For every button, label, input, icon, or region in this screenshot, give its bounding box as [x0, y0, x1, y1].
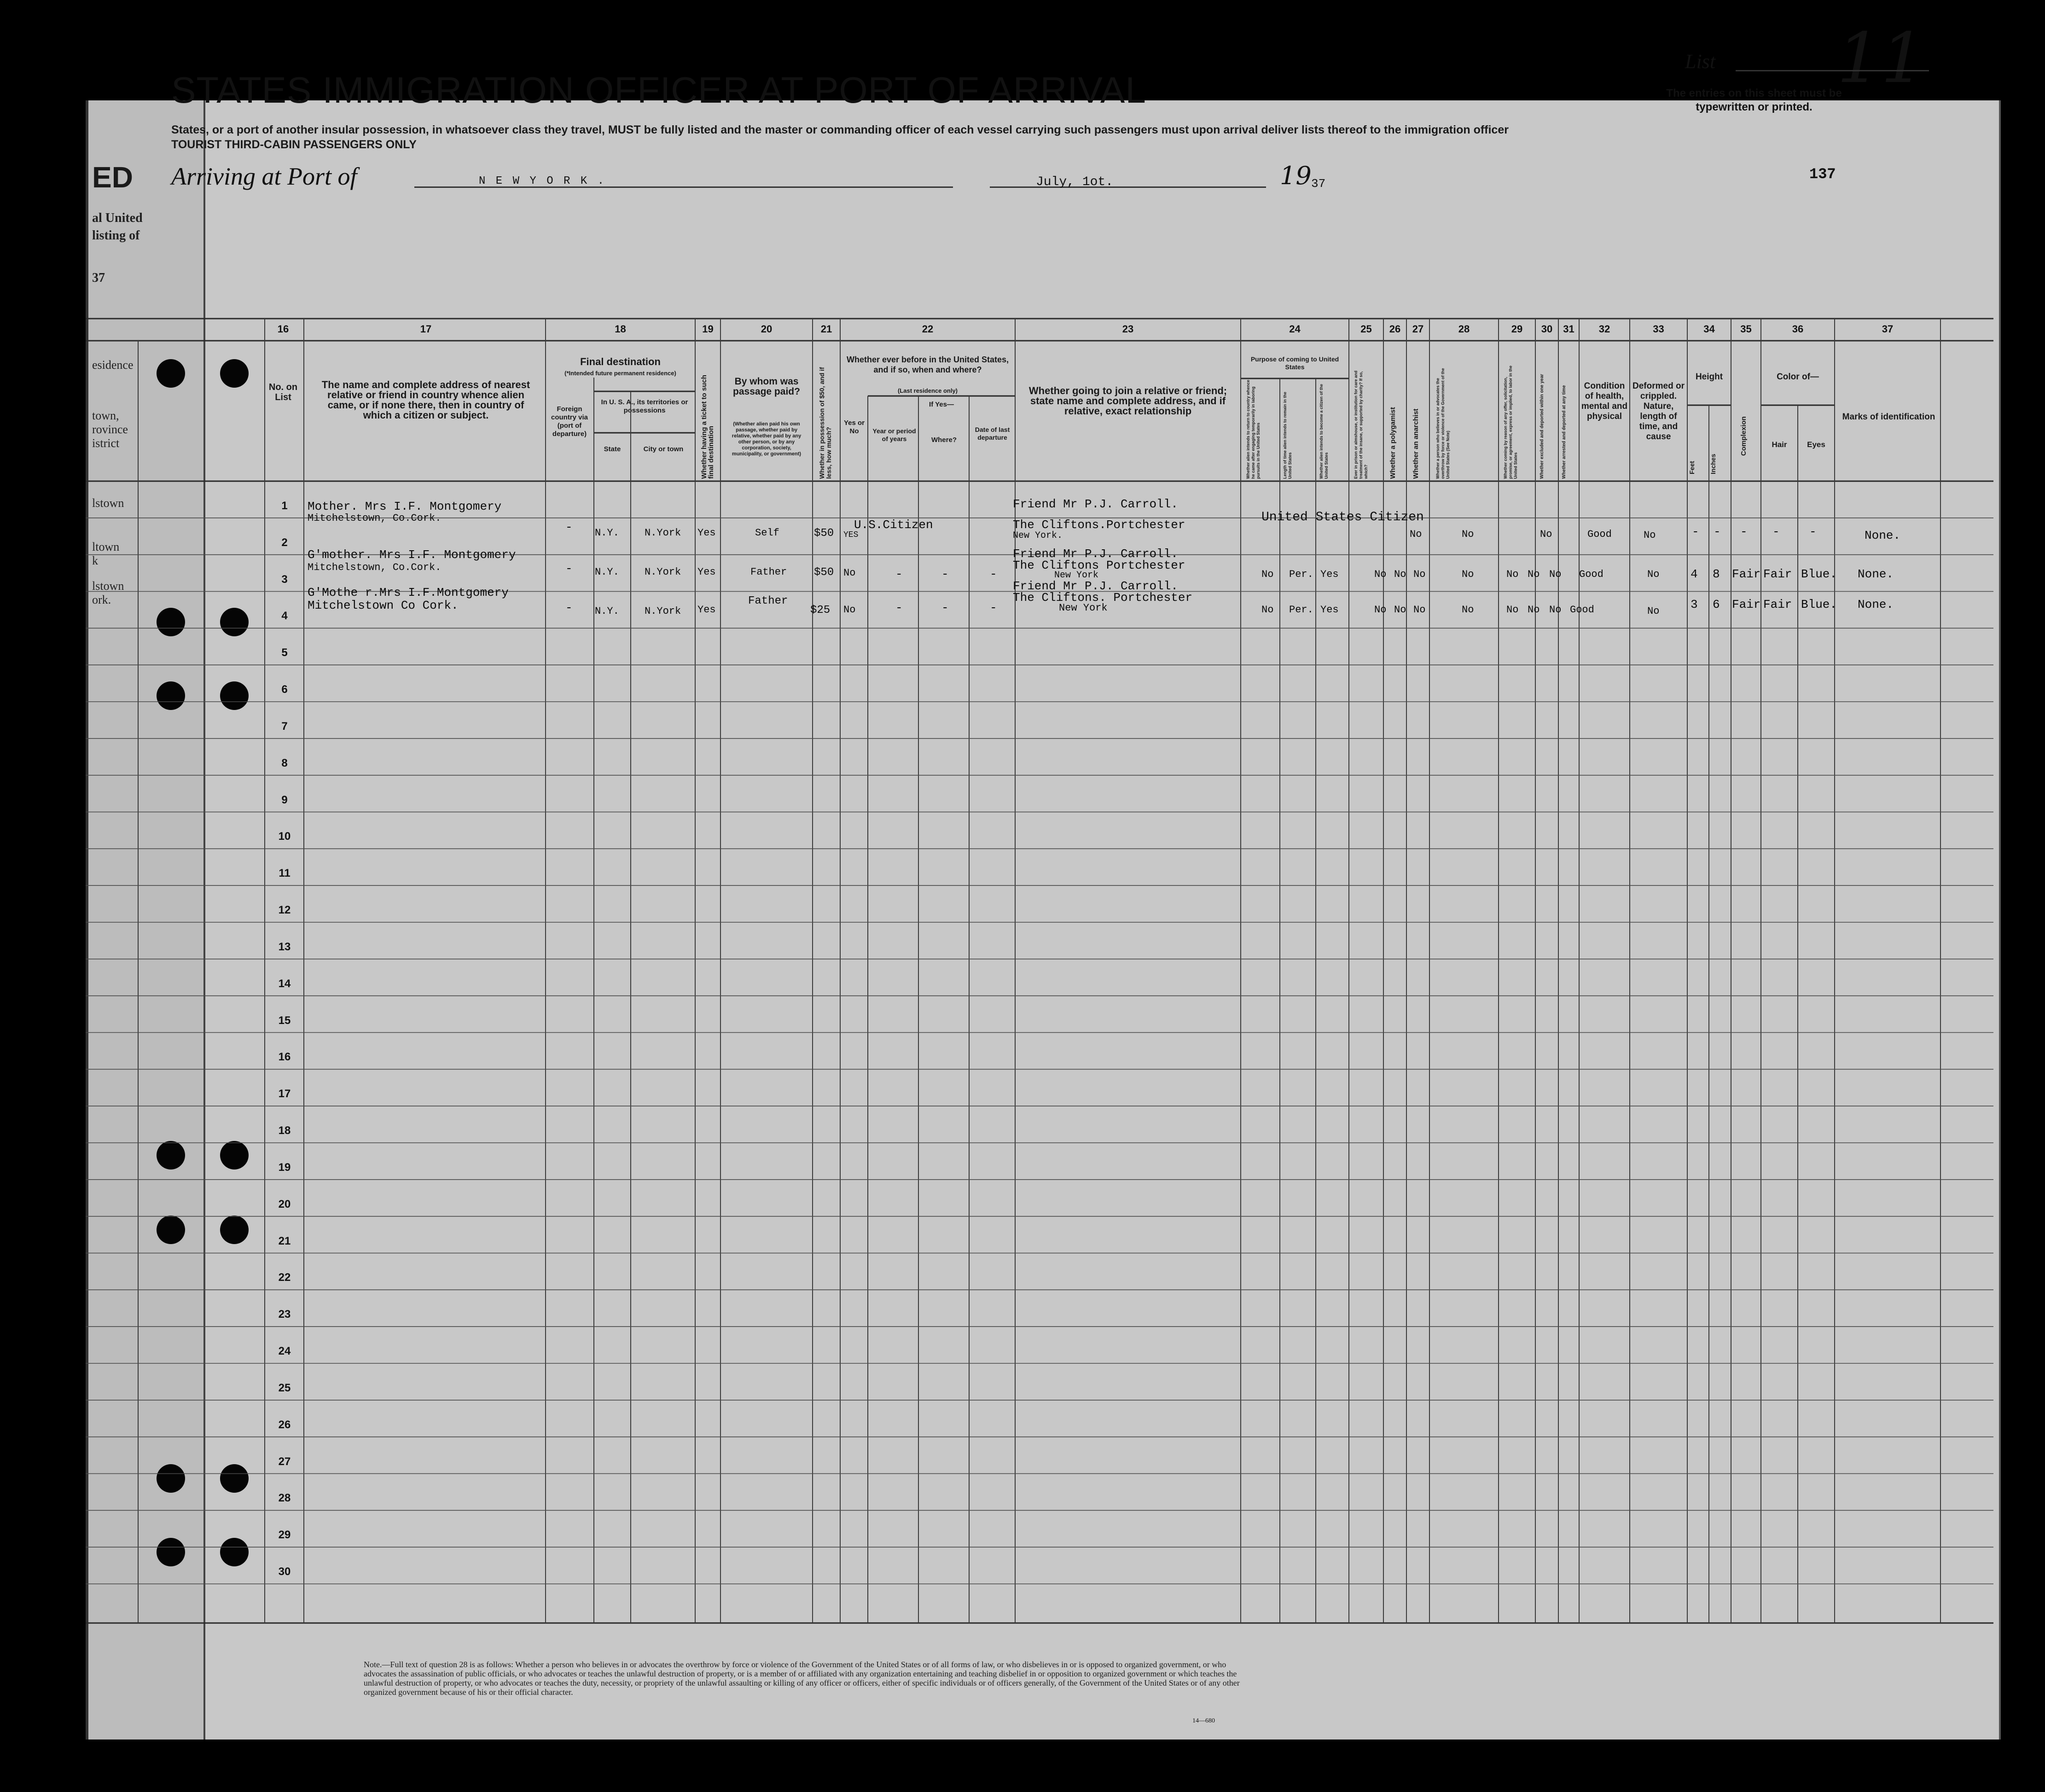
col-22-yesno: Yes or No: [843, 419, 865, 435]
join-friend: Friend Mr P.J. Carroll.: [1013, 579, 1178, 593]
join-city: New York.: [1013, 530, 1063, 541]
join-friend: Friend Mr P.J. Carroll.: [1013, 547, 1178, 561]
dest-city: N.York: [645, 566, 681, 578]
col-21-label: Whether in possession of $50, and if less, how much?: [818, 367, 832, 479]
stub-line: al United: [92, 211, 143, 225]
row-number: 23: [278, 1308, 291, 1321]
col-36-number: 36: [1792, 323, 1804, 335]
form-code: 14—680: [1192, 1717, 1215, 1724]
col-28-label: Whether a person who believes in or advocates the overthrow by force or violence of the Government of the United States (See Note): [1435, 368, 1450, 479]
stub-line: listing of: [92, 228, 140, 243]
col-27-number: 27: [1412, 323, 1424, 335]
q30: No: [1528, 569, 1540, 580]
page-subtitle-class: TOURIST THIRD-CABIN PASSENGERS ONLY: [171, 138, 417, 151]
col-31-number: 31: [1563, 323, 1574, 335]
stub-title: ED: [92, 161, 133, 194]
money: $50: [814, 566, 834, 579]
purpose-return: No: [1261, 604, 1274, 616]
col-35-number: 35: [1740, 323, 1752, 335]
before-year: -: [895, 601, 903, 615]
row-number: 30: [278, 1565, 291, 1578]
purpose-return: No: [1261, 569, 1274, 580]
col-24-v3: Whether alien intends to become a citizen of the United States: [1319, 384, 1329, 479]
relative-address: Mitchelstown Co Cork.: [308, 599, 459, 612]
col-18-foreign: Foreign country via (port of departure): [551, 405, 588, 438]
q28: No: [1462, 604, 1474, 616]
stub-col: lstown: [92, 496, 124, 510]
col-22-year: Year or period of years: [872, 427, 916, 442]
entries-note: The entries on this sheet must be typewritten or printed.: [1666, 87, 1842, 113]
paid-by: Father: [750, 566, 787, 578]
q26: No: [1410, 529, 1422, 540]
q30: No: [1528, 604, 1540, 616]
col-29-number: 29: [1511, 323, 1523, 335]
row-number: 3: [281, 573, 288, 586]
health: Good: [1570, 604, 1594, 616]
col-33-number: 33: [1653, 323, 1664, 335]
q25: No: [1374, 569, 1387, 580]
col-22-sublabel: (Last residence only): [897, 387, 958, 394]
before-year: -: [895, 567, 903, 581]
col-22-where: Where?: [931, 436, 957, 444]
deformed: No: [1647, 605, 1660, 617]
q29: No: [1506, 604, 1519, 616]
row-number: 8: [281, 756, 288, 769]
page-title: STATES IMMIGRATION OFFICER AT PORT OF ARRIVAL: [171, 70, 1146, 111]
col-18-state: State: [604, 445, 621, 453]
relative-name: G'Mothe r.Mrs I.F.Montgomery: [308, 586, 509, 599]
q31: No: [1549, 569, 1562, 580]
deformed: No: [1647, 569, 1660, 580]
col-26-label: Whether a polygamist: [1389, 407, 1397, 479]
dest-city: N.York: [645, 605, 681, 617]
stub-col: town,: [92, 409, 119, 422]
before-date: -: [990, 567, 997, 581]
relative-address: Mitchelstown, Co.Cork.: [308, 512, 442, 524]
money: $50: [814, 527, 834, 540]
row-number: 21: [278, 1234, 291, 1247]
port-value: N E W Y O R K .: [479, 175, 606, 187]
col-34-number: 34: [1703, 323, 1715, 335]
height-feet: -: [1692, 525, 1699, 539]
purpose: United States Citizen: [1261, 510, 1424, 524]
col-34-inches: Inches: [1709, 454, 1717, 474]
arriving-label: Arriving at Port of: [171, 163, 357, 190]
before-where: -: [941, 567, 949, 581]
stub-col: rovince: [92, 423, 128, 436]
join-friend: Friend Mr P.J. Carroll.: [1013, 497, 1178, 511]
col-37-number: 37: [1882, 323, 1894, 335]
row-number: 10: [278, 830, 291, 843]
hair: Fair: [1763, 598, 1792, 611]
q31: No: [1549, 604, 1562, 616]
before-date: -: [990, 601, 997, 615]
dest-state: N.Y.: [595, 605, 619, 617]
complexion: Fair: [1732, 567, 1761, 581]
ever-before: YES: [843, 530, 859, 540]
row-number: 6: [281, 683, 288, 696]
stub-col: ltown: [92, 540, 120, 553]
row-number: 29: [278, 1529, 291, 1542]
q29: No: [1506, 569, 1519, 580]
dest-state: N.Y.: [595, 527, 619, 539]
row-number: 18: [278, 1124, 291, 1137]
col-21-number: 21: [820, 323, 832, 335]
relative-name: Mother. Mrs I.F. Montgomery: [308, 500, 502, 513]
col-26-number: 26: [1389, 323, 1401, 335]
row-number: 19: [278, 1161, 291, 1174]
join-address: The Cliftons Portchester: [1013, 559, 1185, 572]
row-number: 22: [278, 1271, 291, 1284]
row-number: 26: [278, 1418, 291, 1431]
ticket: Yes: [697, 566, 716, 578]
purpose-citizen: Yes: [1320, 569, 1339, 580]
row-number: 16: [278, 1051, 291, 1064]
relative-address: Mitchelstown, Co.Cork.: [308, 562, 442, 573]
join-city: New York: [1059, 602, 1108, 614]
ever-before-note: U.S.Citizen: [854, 518, 933, 532]
col-33-label: Deformed or crippled. Nature, length of time, and cause: [1633, 381, 1685, 442]
height-inches: -: [1714, 525, 1721, 539]
col-24-v2: Length of time alien intends to remain in the United States: [1283, 391, 1292, 479]
ticket: Yes: [697, 604, 716, 616]
col-22-number: 22: [922, 323, 934, 335]
col-34-label: Height: [1695, 372, 1723, 382]
ever-before: No: [843, 604, 856, 616]
col-35-label: Complexion: [1740, 416, 1748, 456]
col-27-label: Whether an anarchist: [1412, 408, 1420, 479]
row-number: 4: [281, 610, 288, 623]
paid-by: Self: [755, 527, 779, 539]
join-city: New York: [1054, 570, 1099, 581]
col-36-eyes: Eyes: [1807, 440, 1825, 449]
q28: No: [1462, 529, 1474, 540]
row-number: 9: [281, 793, 288, 806]
col-36-label: Color of—: [1777, 372, 1819, 382]
q27: No: [1413, 604, 1426, 616]
height-feet: 4: [1691, 567, 1698, 581]
row-number: 14: [278, 977, 291, 990]
row-number: 24: [278, 1345, 291, 1357]
row-number: 25: [278, 1381, 291, 1394]
col-25-number: 25: [1360, 323, 1372, 335]
col-20-number: 20: [761, 323, 773, 335]
row-number: 28: [278, 1492, 291, 1505]
before-where: -: [941, 601, 949, 615]
stub-col: istrict: [92, 436, 120, 450]
stub-col: k: [92, 554, 98, 567]
ever-before: No: [843, 567, 856, 579]
height-inches: 8: [1713, 567, 1720, 581]
col-37-label: Marks of identification: [1842, 412, 1935, 422]
footnote-question-28: Note.—Full text of question 28 is as follows: Whether a person who believes in or advocates the overthrow by force or violence of the Government of the United States or of all forms of law, or who disbelieves in or is opposed to organized government, or who advocates the assassination of public officials, or who advocates or teaches the unlawful destruction of property, or is a member of or affiliated with any organization entertaining and teaching disbelief in or opposition to organized government or which teaches the unlawful destruction of property, or who advocates or teaches the duty, necessity, or propriety of the unlawful assaulting or killing of any officer or officers, either of specific individuals or of officers generally, of the Government of the United States or of any other organized government because of his or their official character.: [364, 1660, 1240, 1697]
row-number: 12: [278, 904, 291, 916]
col-32-number: 32: [1598, 323, 1610, 335]
list-number: 11: [1837, 18, 1925, 99]
hair: -: [1772, 525, 1780, 539]
join-address: The Cliftons.Portchester: [1013, 518, 1185, 532]
height-feet: 3: [1691, 598, 1698, 611]
row-number: 11: [279, 867, 290, 880]
q27: No: [1413, 569, 1426, 580]
purpose-citizen: Yes: [1320, 604, 1339, 616]
col-23-label: Whether going to join a relative or friend; state name and complete address, and if relative, exact relationship: [1028, 385, 1227, 417]
row-number: 5: [281, 646, 288, 659]
col-18-sublabel: (*Intended future permanent residence): [564, 370, 676, 377]
page-ref: 137: [1809, 166, 1836, 183]
join-address: The Cliftons. Portchester: [1013, 591, 1193, 605]
year-prefix: 19: [1280, 161, 1312, 190]
col-28-number: 28: [1458, 323, 1470, 335]
col-36-hair: Hair: [1772, 440, 1787, 449]
col-25-label: Ever in prison or almshouse, or institution for care and treatment of the insane, or supported by charity? If so, which?: [1354, 370, 1368, 479]
col-19-number: 19: [702, 323, 714, 335]
foreign-port: -: [565, 601, 573, 615]
money: $25: [810, 604, 831, 617]
col-24-label: Purpose of coming to United States: [1250, 355, 1339, 371]
q30: No: [1540, 529, 1552, 540]
dest-state: N.Y.: [595, 566, 619, 578]
marks: None.: [1858, 598, 1894, 611]
col-18-label: Final destination: [580, 356, 661, 367]
health: Good: [1587, 529, 1612, 540]
col-30-number: 30: [1541, 323, 1553, 335]
col-22-label: Whether ever before in the United States, and if so, when and where?: [846, 355, 1009, 374]
complexion: Fair: [1732, 598, 1761, 611]
stub-col: esidence: [92, 358, 134, 372]
dest-city: N.York: [645, 527, 681, 539]
col-34-feet: Feet: [1688, 461, 1696, 474]
eyes: Blue.: [1801, 567, 1837, 581]
col-31-label: Whether arrested and deported at any time: [1562, 385, 1567, 479]
q28: No: [1462, 569, 1474, 580]
row-number: 1: [281, 499, 288, 512]
col-30-label: Whether excluded and deported within one year: [1540, 374, 1545, 479]
date-value: July, 1ot.: [1036, 175, 1114, 189]
row-number: 13: [278, 940, 291, 953]
col-16-number: 16: [277, 323, 289, 335]
complexion: -: [1740, 525, 1748, 539]
eyes: Blue.: [1801, 598, 1837, 611]
stub-col: lstown: [92, 579, 124, 593]
hair: Fair: [1763, 567, 1792, 581]
row-number: 15: [278, 1014, 291, 1027]
row-number: 17: [278, 1088, 291, 1100]
q26: No: [1394, 569, 1406, 580]
health: Good: [1579, 569, 1603, 580]
col-17-number: 17: [420, 323, 432, 335]
row-number: 7: [281, 720, 288, 733]
stub-line: 37: [92, 271, 105, 285]
col-20-label: By whom was passage paid?: [733, 376, 800, 397]
col-24-number: 24: [1289, 323, 1301, 335]
eyes: -: [1809, 525, 1817, 539]
col-20-sublabel: (Whether alien paid his own passage, whether paid by relative, whether paid by any other person, or by any corporation, society, municipality, or government): [732, 421, 802, 457]
col-18-number: 18: [615, 323, 626, 335]
height-inches: 6: [1713, 598, 1720, 611]
row-number: 27: [278, 1455, 291, 1468]
col-22-ifyes: If Yes—: [929, 401, 954, 408]
q26: No: [1394, 604, 1406, 616]
col-18-city: City or town: [643, 445, 684, 453]
foreign-port: -: [565, 520, 573, 534]
purpose-length: Per.: [1289, 604, 1313, 616]
row-number: 2: [281, 536, 288, 549]
col-17-label: The name and complete address of nearest relative or friend in country whence alien came, or if none there, then in country of which a citizen or subject.: [321, 379, 530, 421]
page-subtitle: States, or a port of another insular possession, in whatsoever class they travel, MUST be fully listed and the master or commanding officer of each vessel carrying such passengers must upon arrival deliver lists thereof to the immigration officer: [171, 123, 1509, 136]
col-24-v1: Whether alien intends to return to country whence he came after engaging temporarily in laboring pursuits in the United States: [1246, 379, 1261, 479]
col-32-label: Condition of health, mental and physical: [1581, 381, 1628, 421]
foreign-port: -: [565, 562, 573, 576]
relative-name: G'mother. Mrs I.F. Montgomery: [308, 548, 516, 562]
col-18-usa: In U. S. A., its territories or possessions: [601, 398, 688, 414]
col-22-date: Date of last departure: [975, 426, 1010, 441]
col-16-label: No. on List: [268, 382, 298, 402]
ticket: Yes: [697, 527, 716, 539]
col-19-label: Whether having a ticket to such final destination: [700, 375, 715, 479]
marks: None.: [1858, 567, 1894, 581]
row-number: 20: [278, 1198, 291, 1210]
q25: No: [1374, 604, 1387, 616]
stub-col: ork.: [92, 593, 111, 606]
deformed: No: [1644, 529, 1656, 541]
list-label: List: [1685, 50, 1716, 73]
paid-by: Father: [748, 595, 788, 607]
year-suffix: 37: [1311, 177, 1326, 191]
col-29-label: Whether coming by reason of any offer, solicitation, promise, or agreement, express or implied, to labor in the United States: [1503, 365, 1518, 479]
purpose-length: Per.: [1289, 569, 1313, 580]
marks: None.: [1865, 529, 1901, 542]
col-23-number: 23: [1122, 323, 1134, 335]
